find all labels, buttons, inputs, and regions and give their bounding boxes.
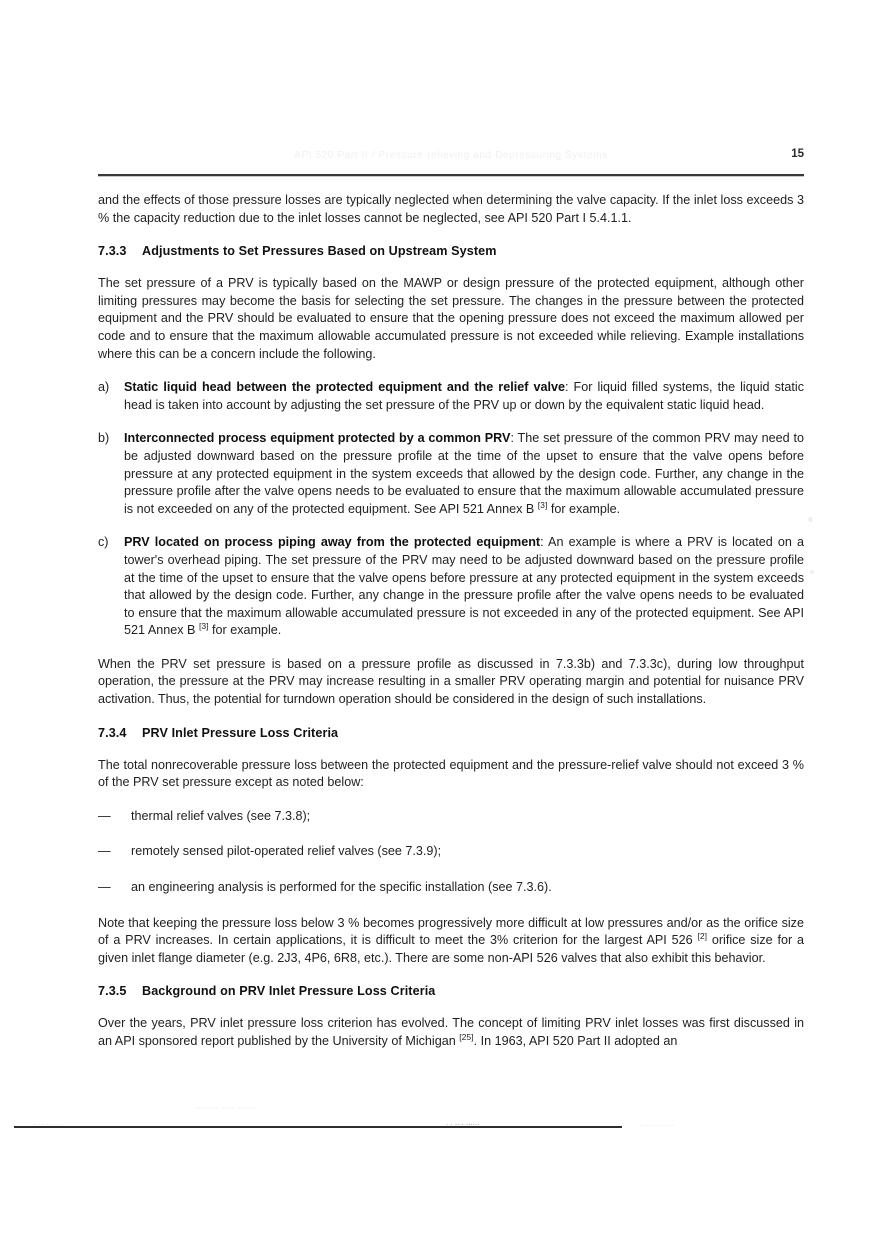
footer-mid-marks: . . .. . ......	[446, 1118, 480, 1127]
list-item-lead: PRV located on process piping away from the protected equipment	[124, 535, 541, 550]
list-marker: b)	[98, 431, 110, 446]
scan-speck	[810, 570, 814, 574]
paragraph-7-3-5	[98, 1015, 804, 1050]
list-marker: a)	[98, 380, 110, 395]
paragraph-text-part1: Over the years, PRV inlet pressure loss criterion has evolved. The concept of limiting PRV inlet losses was first discussed in an API sponsored report published by the University of Michigan	[98, 1016, 804, 1048]
dash-marker: —	[98, 880, 111, 895]
list-item-lead: Static liquid head between the protected equipment and the relief valve	[124, 380, 565, 395]
heading-7-3-3	[98, 243, 804, 260]
dash-list-item	[98, 879, 804, 897]
heading-title: Background on PRV Inlet Pressure Loss Criteria	[142, 984, 436, 999]
lettered-list	[98, 379, 804, 640]
heading-number: 7.3.5	[98, 984, 127, 999]
paragraph-text-part2: . In 1963, API 520 Part II adopted an	[473, 1034, 678, 1048]
list-item-text: : An example is where a PRV is located on a tower's overhead piping. The set pressure of the PRV may need to be adjusted downward based on the pressure profile at the time of the upset to ensure that the valve opens before pressure at any protected equipment in the system exceeds that allowed by the design code. Further, any change in the pressure profile after the valve opens needs to be evaluated to ensure that the maximum allowable accumulated pressure is not exceeded in any of the protected equipment. See API 521 Annex B	[124, 535, 804, 638]
dashed-list	[98, 808, 804, 897]
dash-marker: —	[98, 808, 111, 823]
header-rule	[98, 174, 804, 176]
intro-paragraph: and the effects of those pressure losses are typically neglected when determining the valve capacity. If the inlet loss exceeds 3 % the capacity reduction due to the inlet losses cannot be neglected, see API 520 Part I 5.4.1.1.	[98, 193, 804, 225]
list-item-text: : For liquid filled systems, the liquid static head is taken into account by adjusting the set pressure of the PRV up or down by the equivalent static liquid head.	[124, 380, 804, 412]
reference-marker: [25]	[459, 1031, 474, 1042]
list-item-c	[98, 534, 804, 640]
dash-item-text: thermal relief valves (see 7.3.8);	[131, 808, 311, 823]
footer-smudge: ~~~~~ ~~~ ~~~~	[196, 1104, 257, 1113]
dash-item-text: an engineering analysis is performed for the specific installation (see 7.3.6).	[131, 880, 552, 895]
page-number: 15	[791, 148, 804, 160]
reference-marker: [3]	[198, 621, 209, 632]
reference-marker: [3]	[537, 499, 548, 510]
dash-marker: —	[98, 844, 111, 859]
list-item-b	[98, 430, 804, 518]
note-text-part1: Note that keeping the pressure loss below 3 % becomes progressively more difficult at low pressures and/or as the orifice size of a PRV increases. In certain applications, it is difficult to meet the 3% criterion for the largest API 526	[98, 915, 804, 948]
heading-number: 7.3.4	[98, 725, 127, 740]
page-header	[98, 148, 804, 174]
paragraph-7-3-4: The total nonrecoverable pressure loss between the protected equipment and the pressure-relief valve should not exceed 3 % of the PRV set pressure except as noted below:	[98, 757, 804, 790]
heading-number: 7.3.3	[98, 244, 127, 259]
dash-item-text: remotely sensed pilot-operated relief valves (see 7.3.9);	[131, 844, 442, 859]
list-item-lead: Interconnected process equipment protected by a common PRV	[124, 431, 511, 446]
note-paragraph	[98, 915, 804, 968]
reference-marker: [2]	[697, 931, 707, 942]
heading-title: Adjustments to Set Pressures Based on Upstream System	[142, 244, 497, 259]
footer-right-marks: . ... . . . . ..	[640, 1119, 674, 1128]
footer-left-marks: . . . . . . . .	[34, 1118, 66, 1127]
heading-7-3-4	[98, 725, 804, 742]
dash-list-item	[98, 808, 804, 826]
scan-speck	[808, 517, 813, 522]
page-content	[98, 192, 804, 1067]
list-item-a	[98, 379, 804, 414]
heading-7-3-5	[98, 983, 804, 1000]
note-text-part2: orifice size for a given inlet flange diameter (e.g. 2J3, 4P6, 6R8, etc.). There are some non-API 526 valves that also exhibit this behavior.	[98, 933, 805, 965]
list-marker: c)	[98, 535, 109, 550]
heading-title: PRV Inlet Pressure Loss Criteria	[142, 725, 339, 740]
paragraph-7-3-3: The set pressure of a PRV is typically based on the MAWP or design pressure of the protected equipment, although other limiting pressures may become the basis for selecting the set pressure. The changes in the pressure between the protected equipment and the PRV should be evaluated to ensure that the opening pressure does not exceed the maximum allowed per code and to ensure that the maximum allowable accumulated pressure is not exceeded while relieving. Example installations where this can be a concern include the following.	[98, 276, 804, 361]
dash-list-item	[98, 843, 804, 861]
list-item-text: : The set pressure of the common PRV may need to be adjusted downward based on the pressure profile at the time of the upset to ensure that the valve opens before pressure at any protected equipment in the system exceeds that allowed by the design code. Further, any change in the pressure profile after the valve opens needs to be evaluated to ensure that the maximum allowable accumulated pressure is not exceeded on any of the protected equipment. See API 521 Annex B	[124, 431, 804, 516]
list-item-text-tail: for example.	[208, 623, 282, 638]
turndown-paragraph: When the PRV set pressure is based on a pressure profile as discussed in 7.3.3b) and 7.3.3c), during low throughput operation, the pressure at the PRV may increase resulting in a smaller PRV operating margin and potential for nuisance PRV activation. Thus, the potential for turndown operation should be considered in the design of such installations.	[98, 656, 804, 707]
list-item-text-tail: for example.	[547, 501, 621, 516]
running-header-text: API 520 Part II / Pressure-relieving and Depressuring Systems	[294, 150, 608, 161]
